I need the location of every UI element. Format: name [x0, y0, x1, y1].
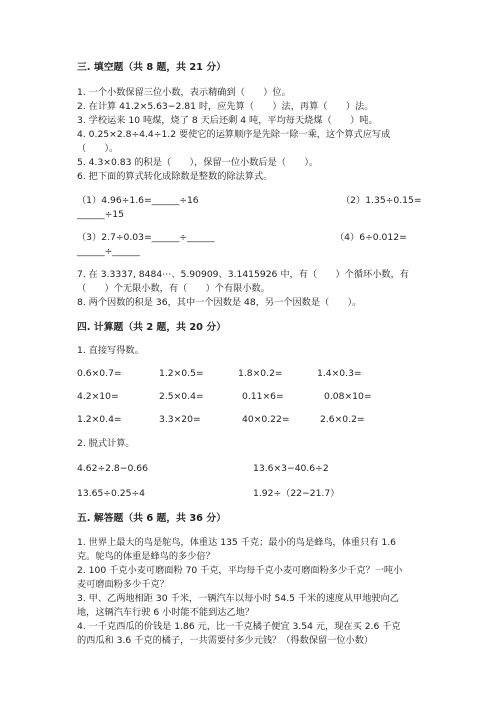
calc-subtitle-1: 1. 直接写得数。 — [77, 345, 144, 356]
question-line: 克。鸵鸟的体重是蜂鸟的多少倍？ — [77, 551, 215, 562]
calc-item: 0.08×10= — [324, 391, 372, 402]
tuoshi-item: 1.92÷（22−21.7） — [253, 488, 340, 499]
calc-item: 0.11×6= — [242, 391, 284, 402]
calc-item: 2.5×0.4= — [159, 391, 204, 402]
calc-item: 3.3×20= — [159, 414, 201, 425]
section-title-calc: 四. 计算题（共 2 题，共 20 分） — [77, 322, 226, 333]
calc-item: 4.2×10= — [77, 391, 119, 402]
question-line: 1. 世界上最大的鸟是鸵鸟，体重达 135 千克；最小的鸟是蜂鸟，体重只有 1.6 — [77, 537, 397, 548]
section-title-answer: 五. 解答题（共 6 题，共 36 分） — [77, 513, 226, 524]
question-line: 的西瓜和 3.6 千克的橘子，一共需要付多少元钱？（得数保留一位小数） — [77, 635, 374, 646]
question-line: 7. 在 3.3337, 8484⋯、5.90909、3.1415926 中，有（ ）个循环小数，有 — [77, 269, 409, 280]
question-line: （ ）个无限小数，有（ ）个有限小数。 — [77, 283, 270, 294]
question-line: （ ）。 — [77, 143, 119, 154]
question-line: 麦可磨面粉多少千克？ — [77, 579, 169, 590]
calc-item: 1.4×0.3= — [317, 368, 362, 379]
question-line: 地，这辆汽车行驶 6 小时能不能到达乙地？ — [77, 607, 255, 618]
tuoshi-item: 4.62÷2.8−0.66 — [77, 463, 148, 474]
question-line: 1. 一个小数保留三位小数，表示精确到（ ）位。 — [77, 87, 291, 98]
section-title-fill: 三. 填空题（共 8 题，共 21 分） — [77, 62, 226, 73]
question-line: 4. 一千克西瓜的价钱是 1.86 元，比一千克橘子便宜 3.54 元，现在买 2.6 千克 — [77, 621, 401, 632]
calc-item: 2.6×0.2= — [320, 414, 365, 425]
q6-item-4-cont: ______÷______ — [77, 246, 140, 257]
q6-item-2-cont: ______÷15 — [77, 209, 124, 220]
q6-item-3: （3）2.7÷0.03=______÷______ — [77, 232, 215, 243]
question-line: 3. 学校运来 10 吨煤，烧了 8 天后还剩 4 吨，平均每天烧煤（ ）吨。 — [77, 115, 378, 126]
calc-subtitle-2: 2. 脱式计算。 — [77, 438, 135, 449]
q6-item-2: （2）1.35÷0.15= — [341, 195, 422, 206]
question-line: 6. 把下面的算式转化成除数是整数的除法算式。 — [77, 171, 273, 182]
q6-item-1: （1）4.96÷1.6=______÷16 — [77, 195, 199, 206]
calc-item: 40×0.22= — [242, 414, 290, 425]
calc-item: 1.2×0.5= — [159, 368, 204, 379]
q6-item-4: （4）6÷0.012= — [335, 232, 407, 243]
question-line: 5. 4.3×0.83 的积是（ ），保留一位小数后是（ ）。 — [77, 157, 319, 168]
calc-item: 1.8×0.2= — [238, 368, 283, 379]
question-line: 2. 100 千克小麦可磨面粉 70 千克，平均每千克小麦可磨面粉多少千克？一吨小 — [77, 565, 403, 576]
question-line: 8. 两个因数的积是 36，其中一个因数是 48，另一个因数是（ ）。 — [77, 297, 362, 308]
calc-item: 0.6×0.7= — [77, 368, 122, 379]
question-line: 3. 甲、乙两地相距 30 千米，一辆汽车以每小时 54.5 千米的速度从甲地驶向乙 — [77, 593, 399, 604]
tuoshi-item: 13.65÷0.25÷4 — [77, 488, 146, 499]
question-line: 2. 在计算 41.2×5.63−2.81 时，应先算（ ）法，再算（ ）法。 — [77, 101, 374, 112]
tuoshi-item: 13.6×3−40.6÷2 — [253, 463, 329, 474]
calc-item: 1.2×0.4= — [77, 414, 122, 425]
question-line: 4. 0.25×2.8÷4.4÷1.2 要使它的运算顺序是先除一除一乘，这个算式应写成 — [77, 129, 391, 140]
